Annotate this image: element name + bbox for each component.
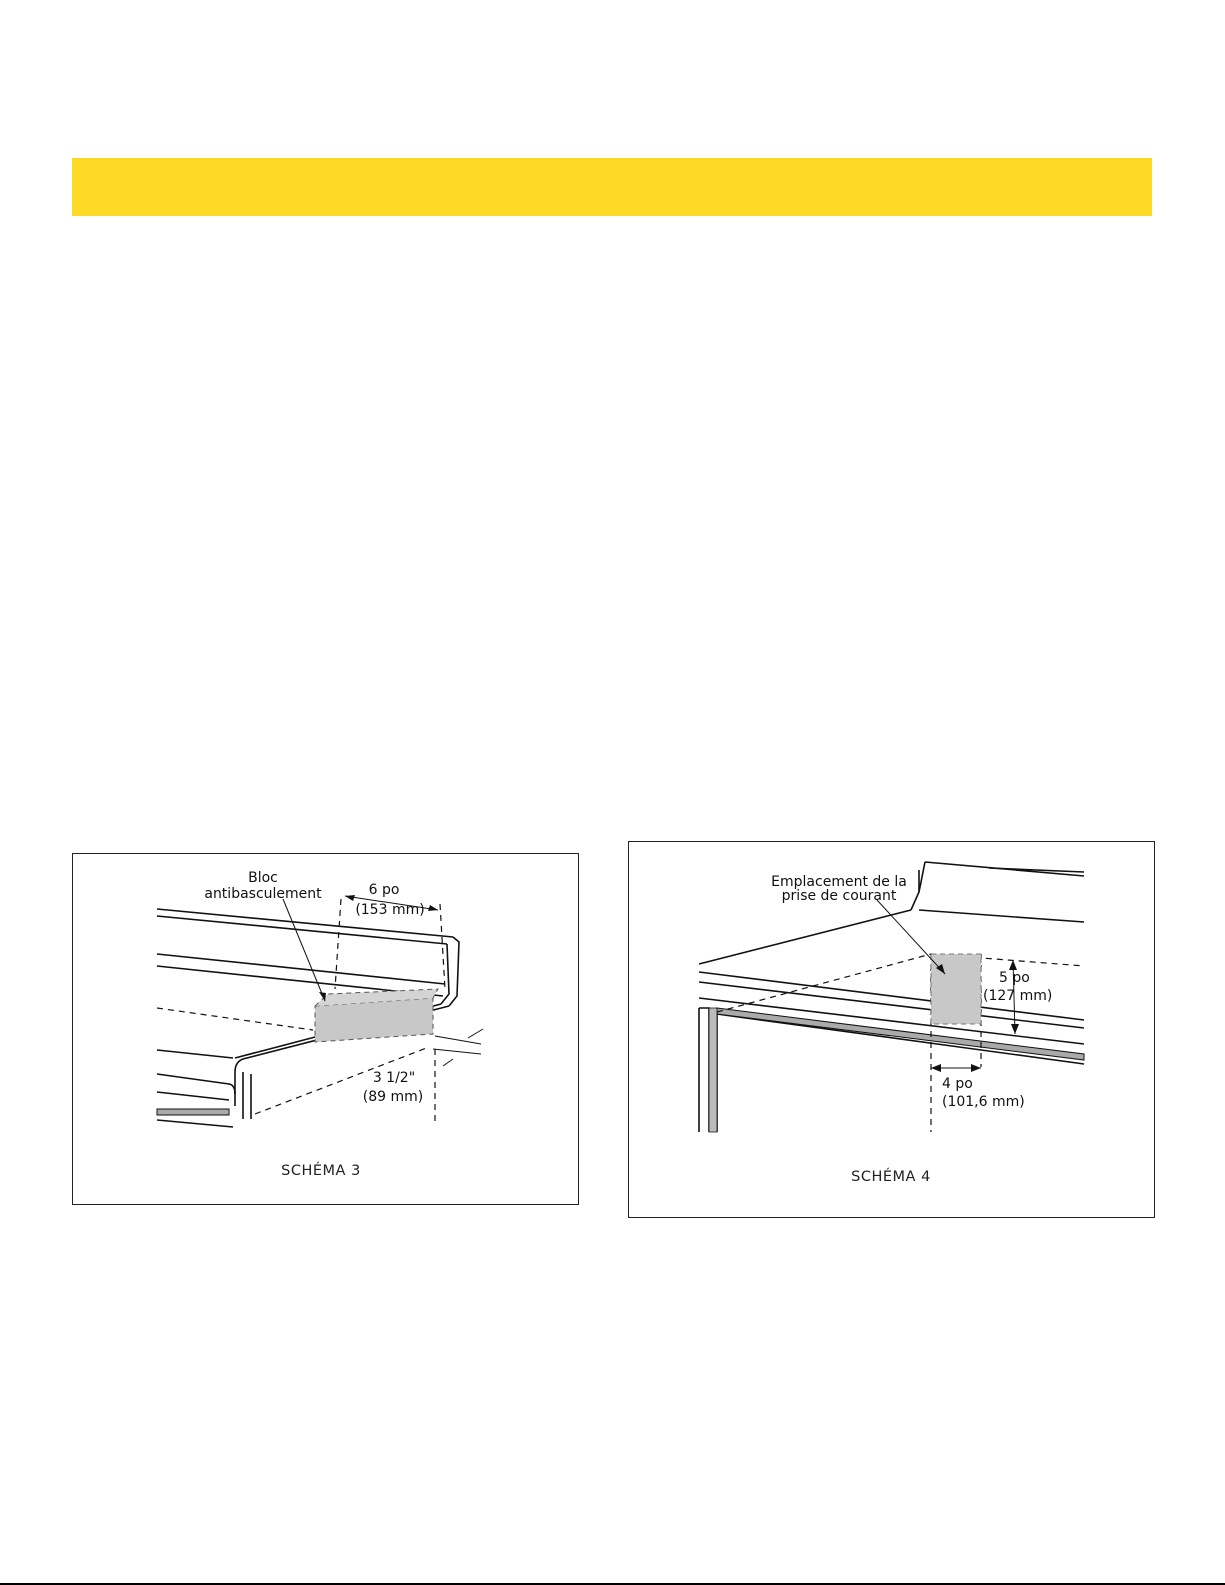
width-arrow-left [931, 1064, 941, 1072]
section-header-bar [72, 158, 1152, 216]
outlet-label-line1: Emplacement de la [771, 874, 907, 890]
width-label-line1: 4 po [942, 1076, 973, 1092]
bloc-leader-line [283, 899, 325, 1001]
depth-label-line1: 3 1/2" [372, 1070, 416, 1086]
figure-3-drawing [73, 854, 580, 1206]
figure-4-drawing [629, 842, 1156, 1219]
height-arrow-bottom [1011, 1024, 1019, 1034]
outlet-label-line2: prise de courant [781, 888, 897, 904]
depth-tick-1 [468, 1029, 483, 1038]
figure-4-caption: SCHÉMA 4 [851, 1169, 931, 1185]
width-label-line2: (153 mm) [355, 902, 425, 918]
drawer-gasket [157, 1109, 229, 1115]
height-arrow-top [1009, 960, 1017, 970]
depth-tick-2 [443, 1059, 453, 1066]
side-gasket [709, 1008, 717, 1132]
figure-4-outlet-location [628, 841, 1155, 1218]
width-label-line1: 6 po [368, 882, 400, 898]
width-arrow-right [971, 1064, 981, 1072]
figure-3-anti-tip-bracket [72, 853, 579, 1205]
height-label-line1: 5 po [999, 970, 1030, 986]
outlet-location-area [931, 954, 981, 1024]
depth-dimension-line-2 [433, 1049, 481, 1054]
depth-label-line2: (89 mm) [362, 1089, 424, 1105]
bloc-label-line1: Bloc [248, 870, 278, 886]
depth-dimension-line [435, 1036, 481, 1044]
width-arrow-right [428, 905, 438, 911]
height-label-line2: (127 mm) [983, 988, 1053, 1004]
drawer-gasket [717, 1008, 1084, 1060]
bloc-label-line2: antibasculement [204, 886, 322, 902]
figure-3-caption: SCHÉMA 3 [281, 1163, 361, 1179]
width-arrow-left [345, 895, 355, 901]
width-label-line2: (101,6 mm) [942, 1094, 1025, 1110]
